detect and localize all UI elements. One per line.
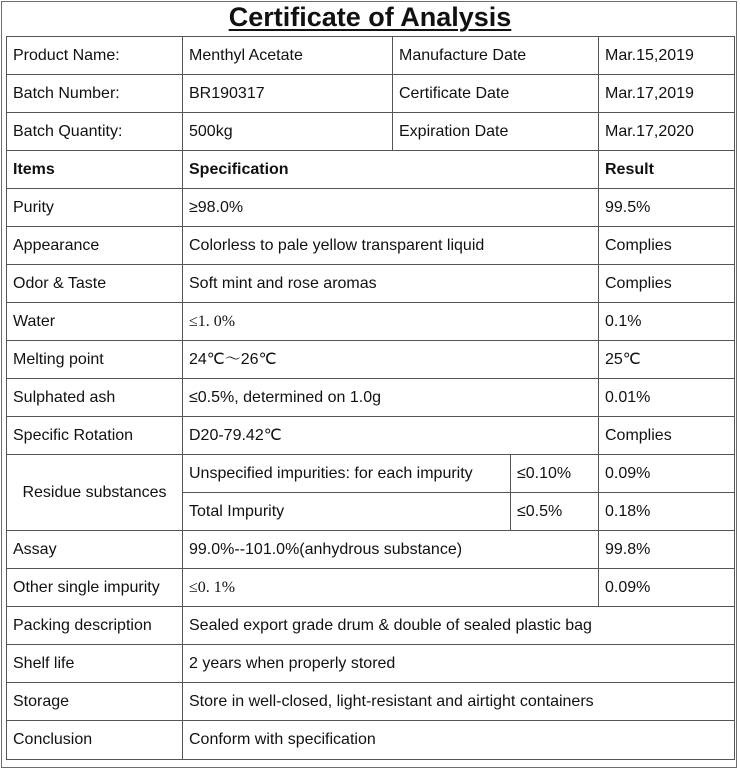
- result-cell: 99.8%: [599, 531, 735, 569]
- result-cell: 0.01%: [599, 379, 735, 417]
- table-row: [7, 607, 735, 645]
- batch-number-label: Batch Number:: [7, 75, 183, 113]
- spec-cell: Soft mint and rose aromas: [183, 265, 599, 303]
- item-cell: Appearance: [7, 227, 183, 265]
- spec-cell: ≤1. 0%: [183, 303, 599, 341]
- item-cell: Storage: [7, 683, 183, 721]
- spec-cell: Total Impurity: [183, 493, 511, 531]
- table-row: [7, 341, 735, 379]
- table-row: [7, 531, 735, 569]
- product-name-label: Product Name:: [7, 37, 183, 75]
- result-cell: 99.5%: [599, 189, 735, 227]
- result-cell: 0.18%: [599, 493, 735, 531]
- item-cell: Conclusion: [7, 721, 183, 760]
- batch-quantity-label: Batch Quantity:: [7, 113, 183, 151]
- item-cell: Packing description: [7, 607, 183, 645]
- table-row: [7, 75, 735, 113]
- result-cell: 25℃: [599, 341, 735, 379]
- spec-cell: ≤0.5%, determined on 1.0g: [183, 379, 599, 417]
- item-cell: Assay: [7, 531, 183, 569]
- spec-cell: ≤0. 1%: [183, 569, 599, 607]
- table-row: [7, 569, 735, 607]
- spec-cell: Sealed export grade drum & double of sealed plastic bag: [183, 607, 735, 645]
- certificate-date-value: Mar.17,2019: [599, 75, 735, 113]
- item-cell: Odor & Taste: [7, 265, 183, 303]
- spec-cell: 99.0%--101.0%(anhydrous substance): [183, 531, 599, 569]
- expiration-date-value: Mar.17,2020: [599, 113, 735, 151]
- product-name-value: Menthyl Acetate: [183, 37, 393, 75]
- spec-cell: 2 years when properly stored: [183, 645, 735, 683]
- result-cell: Complies: [599, 227, 735, 265]
- title-text: Certificate of Analysis: [228, 2, 512, 32]
- spec-cell: Colorless to pale yellow transparent liquid: [183, 227, 599, 265]
- manufacture-date-label: Manufacture Date: [393, 37, 599, 75]
- item-cell: Other single impurity: [7, 569, 183, 607]
- spec-cell: Store in well-closed, light-resistant and airtight containers: [183, 683, 735, 721]
- analysis-table: [6, 36, 735, 760]
- result-cell: Complies: [599, 265, 735, 303]
- result-header: Result: [599, 151, 735, 189]
- items-header: Items: [7, 151, 183, 189]
- item-cell: Residue substances: [7, 455, 183, 531]
- manufacture-date-value: Mar.15,2019: [599, 37, 735, 75]
- item-cell: Melting point: [7, 341, 183, 379]
- item-cell: Water: [7, 303, 183, 341]
- table-row: [7, 455, 735, 493]
- result-cell: 0.09%: [599, 455, 735, 493]
- item-cell: Sulphated ash: [7, 379, 183, 417]
- spec-cell: Unspecified impurities: for each impurity: [183, 455, 511, 493]
- table-row: [7, 227, 735, 265]
- item-cell: Purity: [7, 189, 183, 227]
- table-row: [7, 683, 735, 721]
- spec-cell: 24℃～26℃: [183, 341, 599, 379]
- table-row: [7, 189, 735, 227]
- item-cell: Specific Rotation: [7, 417, 183, 455]
- table-row: [7, 265, 735, 303]
- spec-cell: ≥98.0%: [183, 189, 599, 227]
- table-row: [7, 379, 735, 417]
- spec-cell: Conform with specification: [183, 721, 735, 760]
- batch-number-value: BR190317: [183, 75, 393, 113]
- column-header-row: [7, 151, 735, 189]
- table-row: [7, 645, 735, 683]
- table-row: [7, 417, 735, 455]
- document-title: [0, 2, 740, 33]
- expiration-date-label: Expiration Date: [393, 113, 599, 151]
- result-cell: 0.1%: [599, 303, 735, 341]
- table-row: [7, 721, 735, 760]
- specification-header: Specification: [183, 151, 599, 189]
- spec-cell: D20-79.42℃: [183, 417, 599, 455]
- certificate-date-label: Certificate Date: [393, 75, 599, 113]
- item-cell: Shelf life: [7, 645, 183, 683]
- table-row: [7, 37, 735, 75]
- batch-quantity-value: 500kg: [183, 113, 393, 151]
- table-row: [7, 303, 735, 341]
- limit-cell: ≤0.5%: [511, 493, 599, 531]
- result-cell: 0.09%: [599, 569, 735, 607]
- result-cell: Complies: [599, 417, 735, 455]
- limit-cell: ≤0.10%: [511, 455, 599, 493]
- table-row: [7, 113, 735, 151]
